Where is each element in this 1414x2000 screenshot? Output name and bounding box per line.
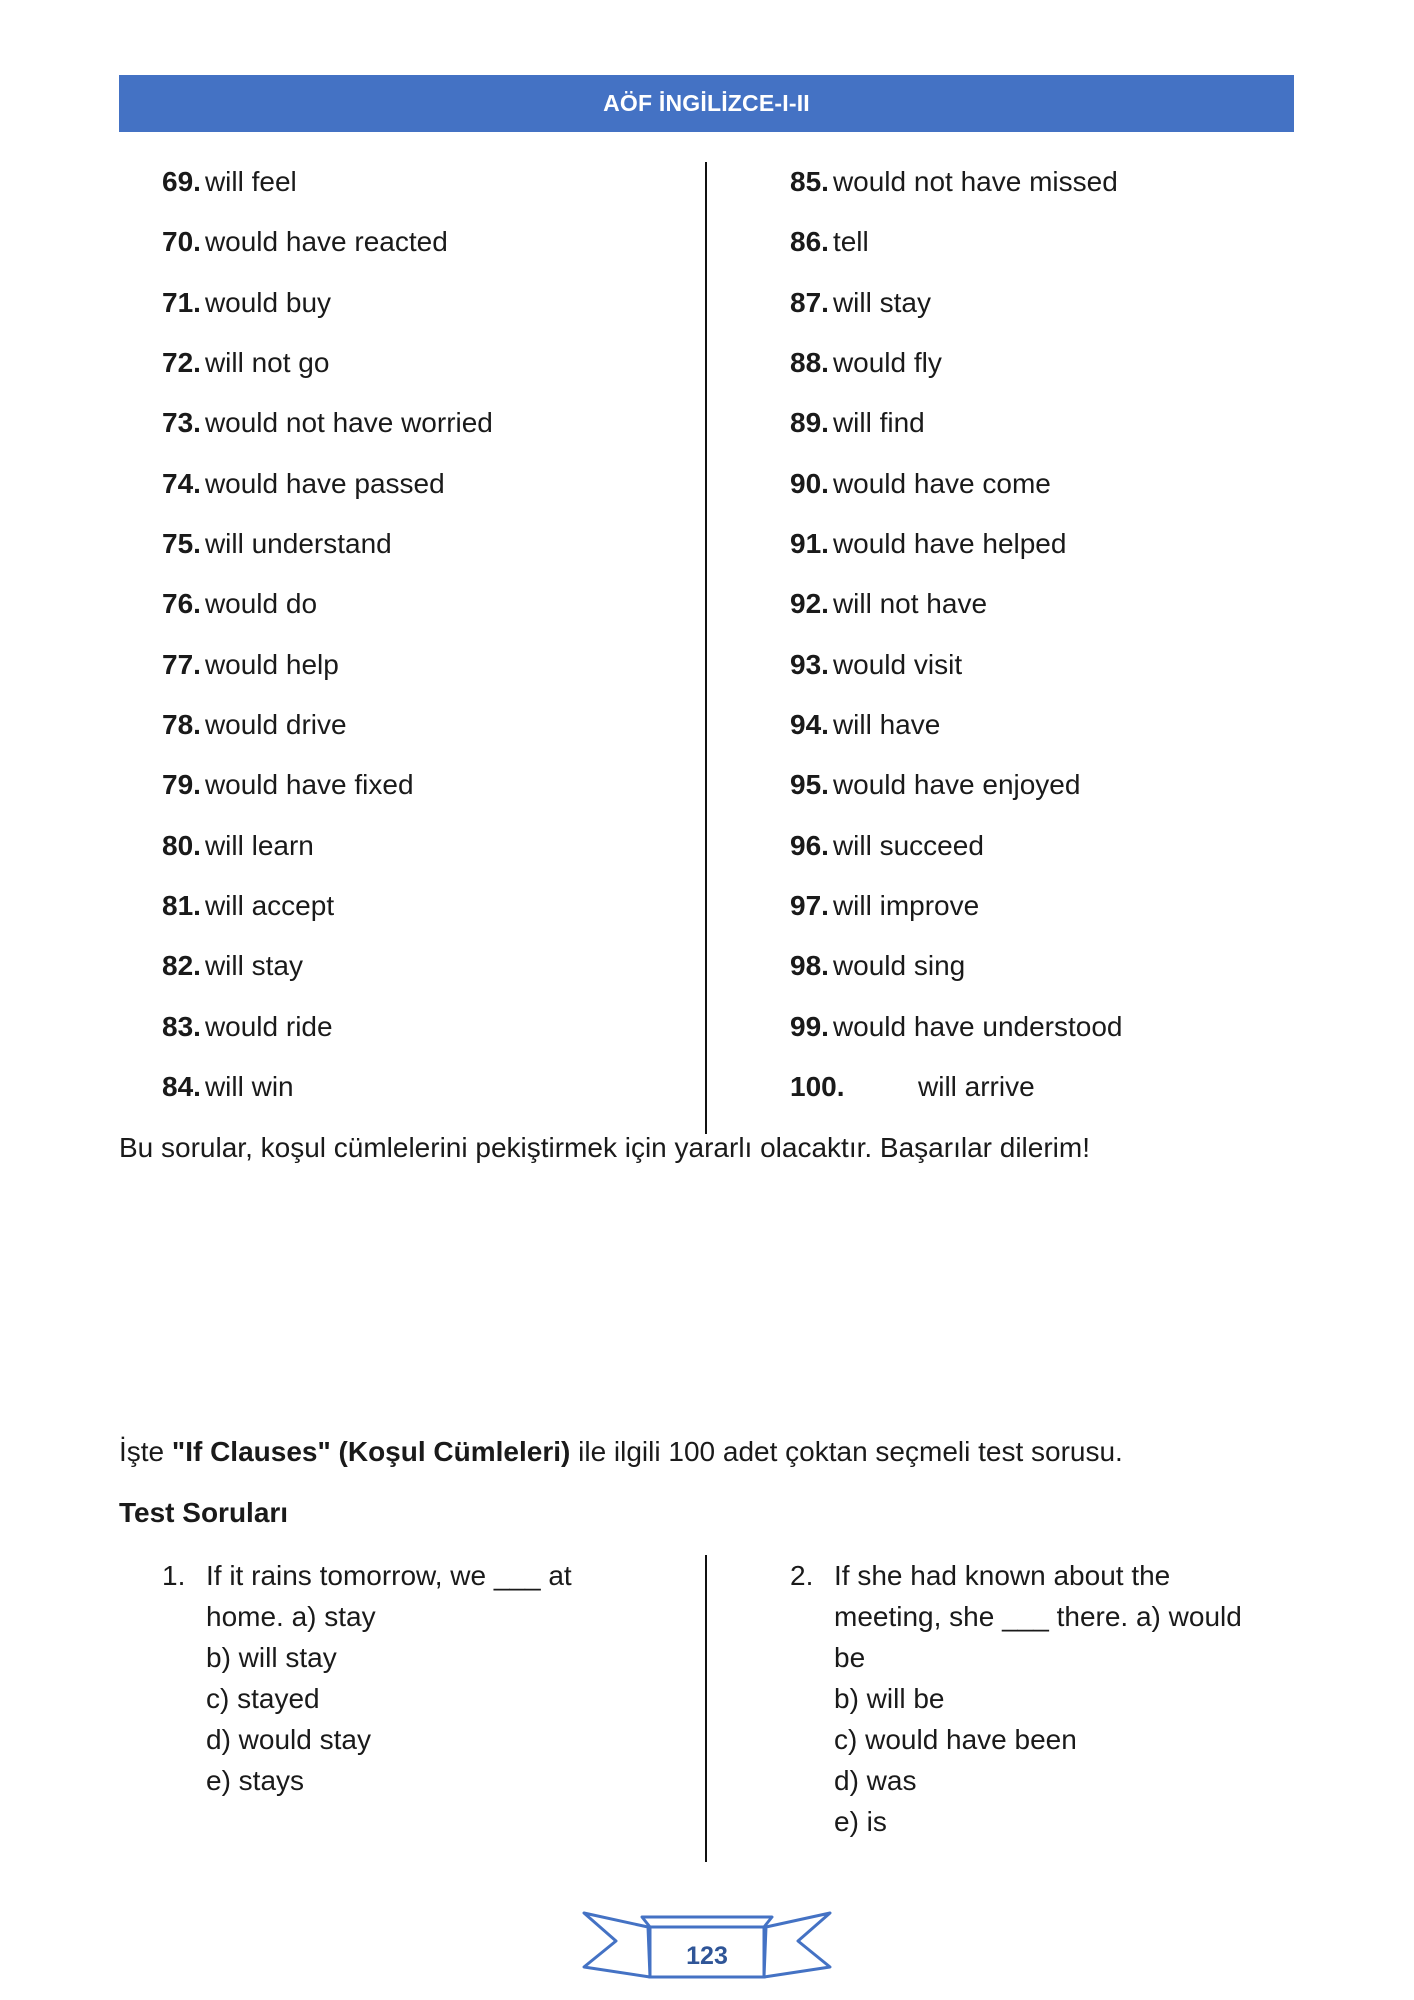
answer-number: 73. [162, 407, 201, 438]
answer-number: 80. [162, 830, 201, 861]
question-text-line: home. a) stay [206, 1601, 376, 1632]
question-number: 1. [162, 1560, 186, 1591]
answer-row [162, 403, 493, 443]
answer-text: will learn [204, 830, 314, 861]
answer-option: e) is [834, 1806, 887, 1837]
answer-number: 93. [790, 649, 829, 680]
answer-text: will arrive [918, 1071, 1035, 1102]
answer-text: will stay [204, 950, 303, 981]
answer-number: 95. [790, 769, 829, 800]
answer-text: will understand [204, 528, 392, 559]
intro-prefix: İşte [119, 1436, 172, 1467]
answer-text: will stay [832, 287, 931, 318]
answer-number: 70. [162, 226, 201, 257]
answer-text: would not have missed [832, 166, 1118, 197]
answer-number: 71. [162, 287, 201, 318]
answer-text: would ride [204, 1011, 333, 1042]
answer-row [162, 886, 334, 926]
answer-option: b) will stay [206, 1642, 337, 1673]
answer-text: would buy [204, 287, 332, 318]
answer-number: 77. [162, 649, 201, 680]
answer-text: would have passed [204, 468, 445, 499]
question-text-line: If it rains tomorrow, we ___ at [206, 1560, 572, 1591]
question-number: 2. [790, 1560, 814, 1591]
answer-number: 81. [162, 890, 201, 921]
answer-number: 76. [162, 588, 201, 619]
answer-option: d) would stay [206, 1724, 371, 1755]
answer-number: 82. [162, 950, 201, 981]
answer-text: will not have [832, 588, 988, 619]
answer-option: b) will be [834, 1683, 945, 1714]
answer-row [162, 645, 339, 685]
answer-text: would drive [204, 709, 347, 740]
header-title: AÖF İNGİLİZCE-I-II [603, 90, 810, 116]
answer-row [162, 946, 303, 986]
answer-number: 79. [162, 769, 201, 800]
answer-option: c) would have been [834, 1724, 1077, 1755]
answer-text: will improve [832, 890, 980, 921]
answer-row [790, 886, 979, 926]
answer-text: will have [832, 709, 941, 740]
answer-text: would have helped [832, 528, 1067, 559]
answer-number: 74. [162, 468, 201, 499]
answer-row [162, 705, 347, 745]
answer-number: 92. [790, 588, 829, 619]
answer-row [162, 524, 392, 564]
answer-row [790, 283, 931, 323]
answer-number: 89. [790, 407, 829, 438]
answer-text: would have enjoyed [832, 769, 1081, 800]
answer-text: would fly [832, 347, 942, 378]
answer-row [162, 283, 331, 323]
answer-row [162, 1067, 294, 1107]
answer-text: would visit [832, 649, 963, 680]
answer-text: would have come [832, 468, 1051, 499]
answer-text: would not have worried [204, 407, 493, 438]
answer-row [162, 1007, 333, 1047]
answer-text: will win [204, 1071, 294, 1102]
answer-row [790, 946, 965, 986]
column-divider [705, 1555, 707, 1862]
answer-number: 91. [790, 528, 829, 559]
answer-row [790, 705, 940, 745]
answer-number: 78. [162, 709, 201, 740]
answer-text: would have reacted [204, 226, 448, 257]
answer-number: 72. [162, 347, 201, 378]
intro-suffix: ile ilgili 100 adet çoktan seçmeli test sorusu. [570, 1436, 1123, 1467]
answer-number: 83. [162, 1011, 201, 1042]
answer-row [162, 343, 329, 383]
answer-text: will find [832, 407, 925, 438]
answer-number: 90. [790, 468, 829, 499]
answer-row [162, 464, 445, 504]
answer-number: 85. [790, 166, 829, 197]
question-body [834, 1555, 1242, 1842]
answer-number: 69. [162, 166, 201, 197]
answer-number: 98. [790, 950, 829, 981]
answer-row [790, 403, 925, 443]
answer-number: 96. [790, 830, 829, 861]
answer-number: 84. [162, 1071, 201, 1102]
answer-text: will feel [204, 166, 297, 197]
answer-number: 87. [790, 287, 829, 318]
answer-text: will not go [204, 347, 330, 378]
answer-number: 86. [790, 226, 829, 257]
answer-row [162, 162, 297, 202]
answer-row [790, 464, 1051, 504]
answer-number: 100. [790, 1071, 845, 1102]
column-divider [705, 162, 707, 1134]
answer-number: 94. [790, 709, 829, 740]
answer-number: 99. [790, 1011, 829, 1042]
answer-row [790, 1067, 1035, 1107]
answer-text: would do [204, 588, 318, 619]
answer-number: 97. [790, 890, 829, 921]
answer-row [790, 343, 942, 383]
answer-text: would have understood [832, 1011, 1123, 1042]
answer-row [790, 765, 1080, 805]
answer-text: would sing [832, 950, 966, 981]
answer-text: would help [204, 649, 339, 680]
page-number: 123 [686, 1941, 728, 1970]
answer-row [790, 826, 984, 866]
question-text-line: be [834, 1642, 866, 1673]
answer-row [790, 162, 1118, 202]
answer-option: e) stays [206, 1765, 305, 1796]
answer-row [790, 584, 987, 624]
header-bar [119, 75, 1294, 132]
answer-text: will accept [204, 890, 335, 921]
question-text-line: If she had known about the [834, 1560, 1171, 1591]
answer-text: would have fixed [204, 769, 414, 800]
intro-bold-topic: "If Clauses" (Koşul Cümleleri) [171, 1436, 571, 1467]
answer-row [162, 826, 314, 866]
answer-row [790, 645, 962, 685]
answer-number: 88. [790, 347, 829, 378]
answer-row [790, 222, 869, 262]
answer-option: c) stayed [206, 1683, 320, 1714]
closing-text: Bu sorular, koşul cümlelerini pekiştirmek için yararlı olacaktır. Başarılar dilerim! [119, 1132, 1090, 1163]
answer-text: tell [832, 226, 869, 257]
answer-row [790, 524, 1066, 564]
answer-row [790, 1007, 1122, 1047]
answer-number: 75. [162, 528, 201, 559]
answer-text: will succeed [832, 830, 984, 861]
answer-row [162, 222, 448, 262]
answer-row [162, 765, 414, 805]
intro-paragraph [119, 1436, 1123, 1468]
answer-option: d) was [834, 1765, 917, 1796]
section-heading: Test Soruları [119, 1497, 289, 1528]
question-text-line: meeting, she ___ there. a) would [834, 1601, 1242, 1632]
question-body [206, 1555, 572, 1801]
answer-row [162, 584, 317, 624]
